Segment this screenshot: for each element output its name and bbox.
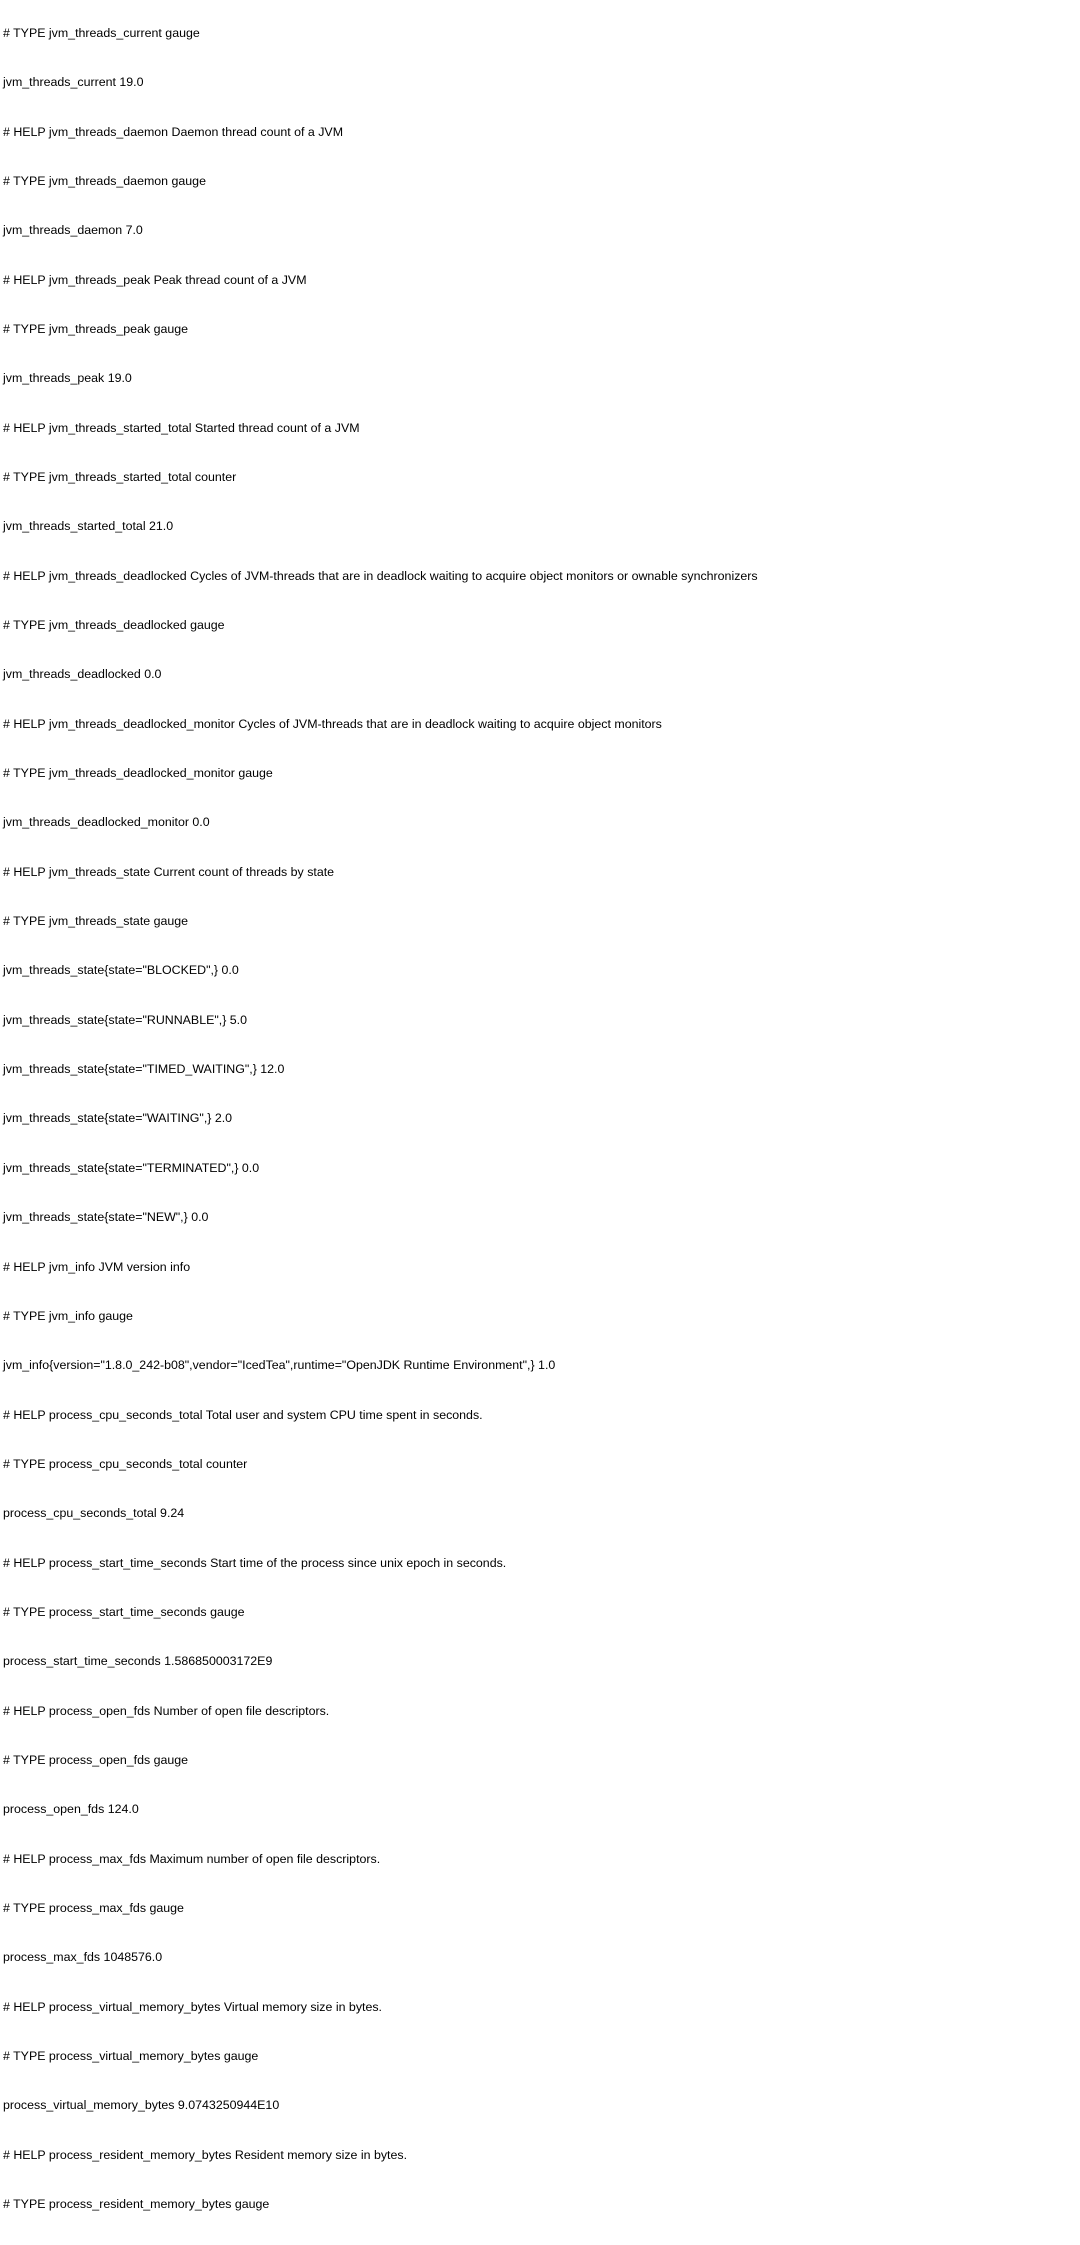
metrics-line: # HELP process_start_time_seconds Start time of the process since unix epoch in seconds. — [3, 1555, 507, 1570]
metrics-line: # TYPE jvm_threads_daemon gauge — [3, 173, 206, 188]
metrics-line: # TYPE jvm_threads_deadlocked gauge — [3, 618, 225, 633]
metrics-line: # TYPE process_open_fds gauge — [3, 1752, 189, 1767]
metrics-line: jvm_threads_started_total 21.0 — [3, 519, 174, 534]
metrics-line: # TYPE process_cpu_seconds_total counter — [3, 1456, 248, 1471]
metrics-line: jvm_info{version="1.8.0_242-b08",vendor="IcedTea",runtime="OpenJDK Runtime Environment",} 1.0 — [3, 1358, 556, 1373]
metrics-line: # HELP jvm_info JVM version info — [3, 1259, 191, 1274]
metrics-line: process_virtual_memory_bytes 9.0743250944E10 — [3, 2098, 280, 2113]
metrics-line: process_start_time_seconds 1.586850003172E9 — [3, 1654, 273, 1669]
metrics-line: # HELP process_virtual_memory_bytes Virtual memory size in bytes. — [3, 1999, 382, 2014]
metrics-line: jvm_threads_deadlocked 0.0 — [3, 667, 162, 682]
metrics-line: process_cpu_seconds_total 9.24 — [3, 1506, 185, 1521]
metrics-line: jvm_threads_state{state="BLOCKED",} 0.0 — [3, 963, 239, 978]
metrics-line: jvm_threads_current 19.0 — [3, 75, 144, 90]
metrics-line: jvm_threads_peak 19.0 — [3, 371, 132, 386]
metrics-line: process_open_fds 124.0 — [3, 1802, 139, 1817]
metrics-line: # HELP jvm_threads_peak Peak thread count of a JVM — [3, 272, 307, 287]
metrics-line: jvm_threads_deadlocked_monitor 0.0 — [3, 815, 210, 830]
metrics-line: jvm_threads_state{state="WAITING",} 2.0 — [3, 1111, 233, 1126]
metrics-line: jvm_threads_state{state="RUNNABLE",} 5.0 — [3, 1012, 248, 1027]
metrics-line: # HELP jvm_threads_daemon Daemon thread count of a JVM — [3, 124, 344, 139]
metrics-line: # TYPE process_start_time_seconds gauge — [3, 1604, 245, 1619]
metrics-line: jvm_threads_state{state="TIMED_WAITING",} 12.0 — [3, 1062, 285, 1077]
metrics-line: # TYPE process_virtual_memory_bytes gauge — [3, 2049, 259, 2063]
metrics-line: # TYPE jvm_threads_started_total counter — [3, 470, 237, 484]
metrics-line: # HELP process_open_fds Number of open file descriptors. — [3, 1703, 330, 1718]
metrics-text-output — [3, 0, 1080, 2245]
metrics-line: process_max_fds 1048576.0 — [3, 1950, 163, 1965]
metrics-line: # HELP jvm_threads_deadlocked Cycles of JVM-threads that are in deadlock waiting to acquire object monitors or ownable synchronizers — [3, 568, 758, 583]
metrics-line: # TYPE jvm_threads_state gauge — [3, 914, 189, 929]
metrics-line: # TYPE process_max_fds gauge — [3, 1900, 184, 1915]
metrics-line: # HELP process_resident_memory_bytes Resident memory size in bytes. — [3, 2147, 408, 2162]
metrics-line: # HELP process_cpu_seconds_total Total user and system CPU time spent in seconds. — [3, 1407, 483, 1422]
metrics-line: # TYPE jvm_threads_deadlocked_monitor gauge — [3, 766, 273, 781]
metrics-line: # TYPE jvm_threads_current gauge — [3, 25, 200, 40]
metrics-line: jvm_threads_state{state="TERMINATED",} 0.0 — [3, 1160, 260, 1175]
metrics-line: # TYPE jvm_threads_peak gauge — [3, 321, 189, 336]
metrics-line: jvm_threads_daemon 7.0 — [3, 223, 143, 238]
metrics-line: # TYPE jvm_info gauge — [3, 1308, 133, 1323]
metrics-line: jvm_threads_state{state="NEW",} 0.0 — [3, 1210, 209, 1225]
metrics-line: # HELP jvm_threads_started_total Started thread count of a JVM — [3, 420, 360, 435]
metrics-line: # HELP jvm_threads_state Current count of threads by state — [3, 864, 335, 879]
metrics-line: # TYPE process_resident_memory_bytes gauge — [3, 2197, 270, 2212]
metrics-line: # HELP process_max_fds Maximum number of open file descriptors. — [3, 1851, 381, 1866]
metrics-line: # HELP jvm_threads_deadlocked_monitor Cycles of JVM-threads that are in deadlock waiting to acquire object monitors — [3, 716, 662, 731]
